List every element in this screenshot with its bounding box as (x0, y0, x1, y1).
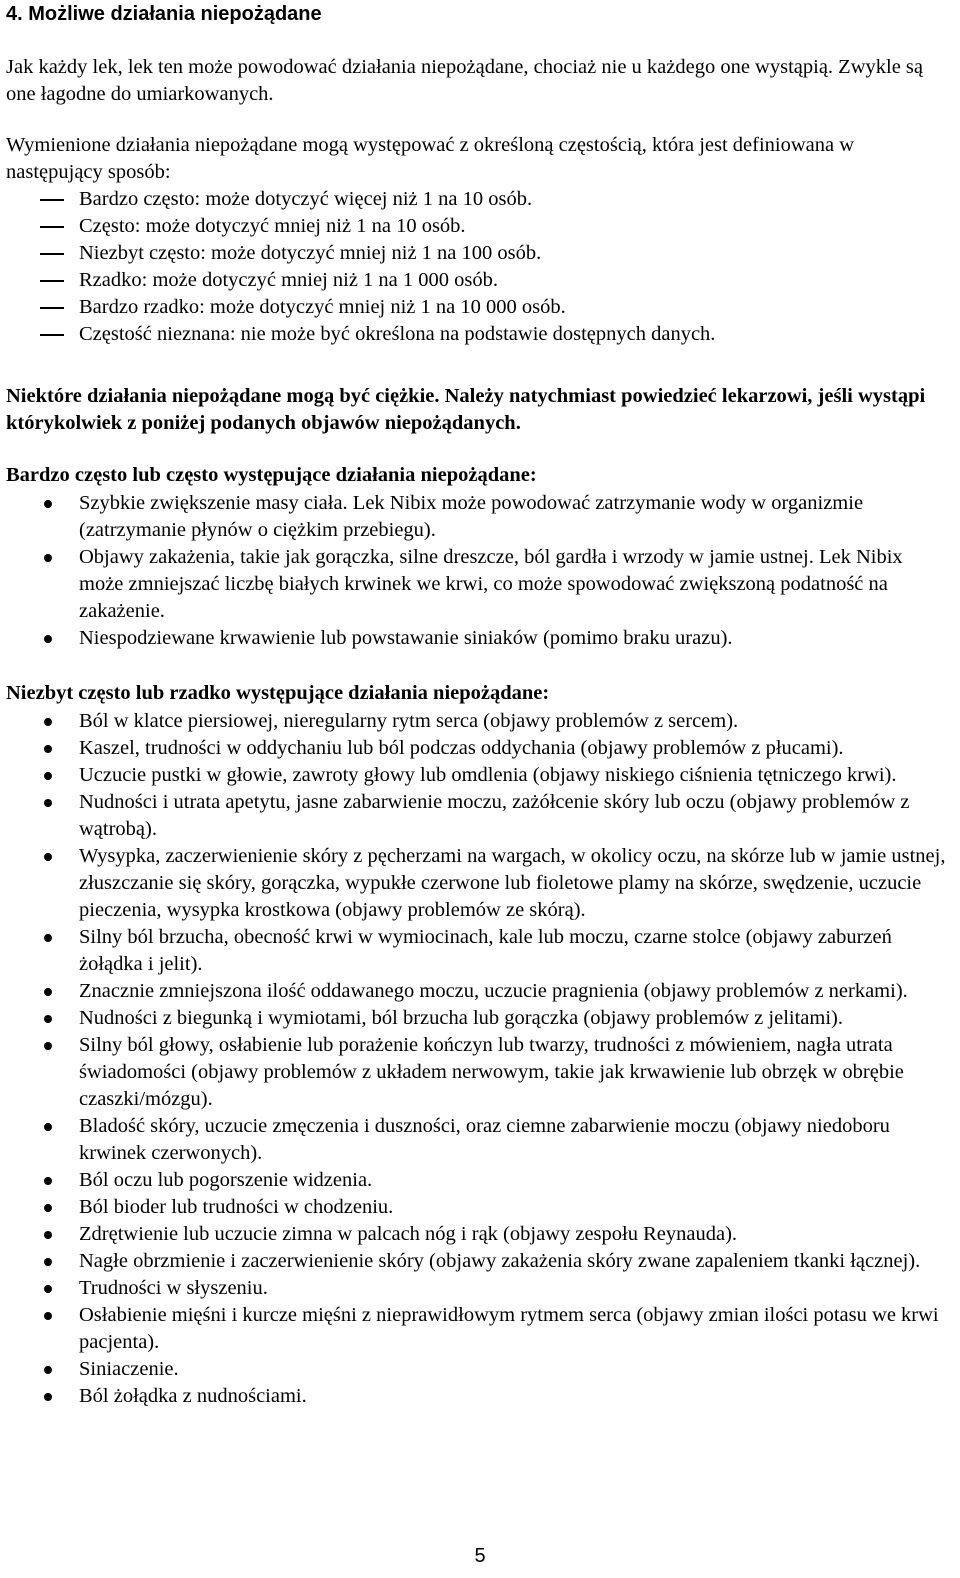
common-heading: Bardzo często lub często występujące działania niepożądane: (6, 464, 537, 486)
list-item: Uczucie pustki w głowie, zawroty głowy lub omdlenia (objawy niskiego ciśnienia tętniczego krwi). (6, 762, 951, 789)
common-effects-list (6, 490, 951, 652)
list-item: Znacznie zmniejszona ilość oddawanego moczu, uczucie pragnienia (objawy problemów z nerkami). (6, 978, 951, 1005)
section-title: 4. Możliwe działania niepożądane (6, 3, 322, 25)
frequency-list (6, 186, 951, 348)
list-item: Nudności z biegunką i wymiotami, ból brzucha lub gorączka (objawy problemów z jelitami). (6, 1005, 951, 1032)
list-item: Nudności i utrata apetytu, jasne zabarwienie moczu, zażółcenie skóry lub oczu (objawy problemów z wątrobą). (6, 789, 951, 843)
frequency-intro: Wymienione działania niepożądane mogą występować z określoną częstością, która jest definiowana w następujący sposób: (6, 134, 855, 183)
intro-paragraph: Jak każdy lek, lek ten może powodować działania niepożądane, chociaż nie u każdego one wystąpią. Zwykle są one łagodne do umiarkowanych. (6, 56, 924, 105)
list-item: Ból w klatce piersiowej, nieregularny rytm serca (objawy problemów z sercem). (6, 708, 951, 735)
list-item: Nagłe obrzmienie i zaczerwienienie skóry (objawy zakażenia skóry zwane zapaleniem tkanki łącznej). (6, 1248, 951, 1275)
list-item: Silny ból głowy, osłabienie lub porażenie kończyn lub twarzy, trudności z mówieniem, nagła utrata świadomości (objawy problemów z układem nerwowym, takie jak krwawienie lub obrzęk w obrębie czaszki/mózgu). (6, 1032, 951, 1113)
list-item: Ból oczu lub pogorszenie widzenia. (6, 1167, 951, 1194)
list-item: Szybkie zwiększenie masy ciała. Lek Nibix może powodować zatrzymanie wody w organizmie (zatrzymanie płynów o ciężkim przebiegu). (6, 490, 951, 544)
frequency-item: Często: może dotyczyć mniej niż 1 na 10 osób. (6, 213, 951, 240)
list-item: Objawy zakażenia, takie jak gorączka, silne dreszcze, ból gardła i wrzody w jamie ustnej. Lek Nibix może zmniejszać liczbę białych krwinek we krwi, co może spowodować zwiększoną podatność na zakażenie. (6, 544, 951, 625)
list-item: Ból bioder lub trudności w chodzeniu. (6, 1194, 951, 1221)
frequency-item: Bardzo często: może dotyczyć więcej niż 1 na 10 osób. (6, 186, 951, 213)
list-item: Zdrętwienie lub uczucie zimna w palcach nóg i rąk (objawy zespołu Reynauda). (6, 1221, 951, 1248)
list-item: Trudności w słyszeniu. (6, 1275, 951, 1302)
uncommon-effects-list (6, 708, 951, 1410)
frequency-item: Częstość nieznana: nie może być określona na podstawie dostępnych danych. (6, 321, 951, 348)
list-item: Silny ból brzucha, obecność krwi w wymiocinach, kale lub moczu, czarne stolce (objawy zaburzeń żołądka i jelit). (6, 924, 951, 978)
warning-paragraph: Niektóre działania niepożądane mogą być ciężkie. Należy natychmiast powiedzieć lekarzowi, jeśli wystąpi którykolwiek z poniżej podanych objawów niepożądanych. (6, 385, 926, 434)
page-number: 5 (474, 1545, 486, 1567)
list-item: Osłabienie mięśni i kurcze mięśni z nieprawidłowym rytmem serca (objawy zmian ilości potasu we krwi pacjenta). (6, 1302, 951, 1356)
list-item: Ból żołądka z nudnościami. (6, 1383, 951, 1410)
list-item: Wysypka, zaczerwienienie skóry z pęcherzami na wargach, w okolicy oczu, na skórze lub w jamie ustnej, złuszczanie się skóry, gorączka, wypukłe czerwone lub fioletowe plamy na skórze, swędzenie, uczucie pieczenia, wysypka krostkowa (objawy problemów ze skórą). (6, 843, 951, 924)
list-item: Niespodziewane krwawienie lub powstawanie siniaków (pomimo braku urazu). (6, 625, 951, 652)
list-item: Siniaczenie. (6, 1356, 951, 1383)
uncommon-heading: Niezbyt często lub rzadko występujące działania niepożądane: (6, 682, 550, 704)
list-item: Kaszel, trudności w oddychaniu lub ból podczas oddychania (objawy problemów z płucami). (6, 735, 951, 762)
list-item: Bladość skóry, uczucie zmęczenia i duszności, oraz ciemne zabarwienie moczu (objawy niedoboru krwinek czerwonych). (6, 1113, 951, 1167)
frequency-item: Rzadko: może dotyczyć mniej niż 1 na 1 000 osób. (6, 267, 951, 294)
frequency-item: Bardzo rzadko: może dotyczyć mniej niż 1 na 10 000 osób. (6, 294, 951, 321)
frequency-item: Niezbyt często: może dotyczyć mniej niż 1 na 100 osób. (6, 240, 951, 267)
